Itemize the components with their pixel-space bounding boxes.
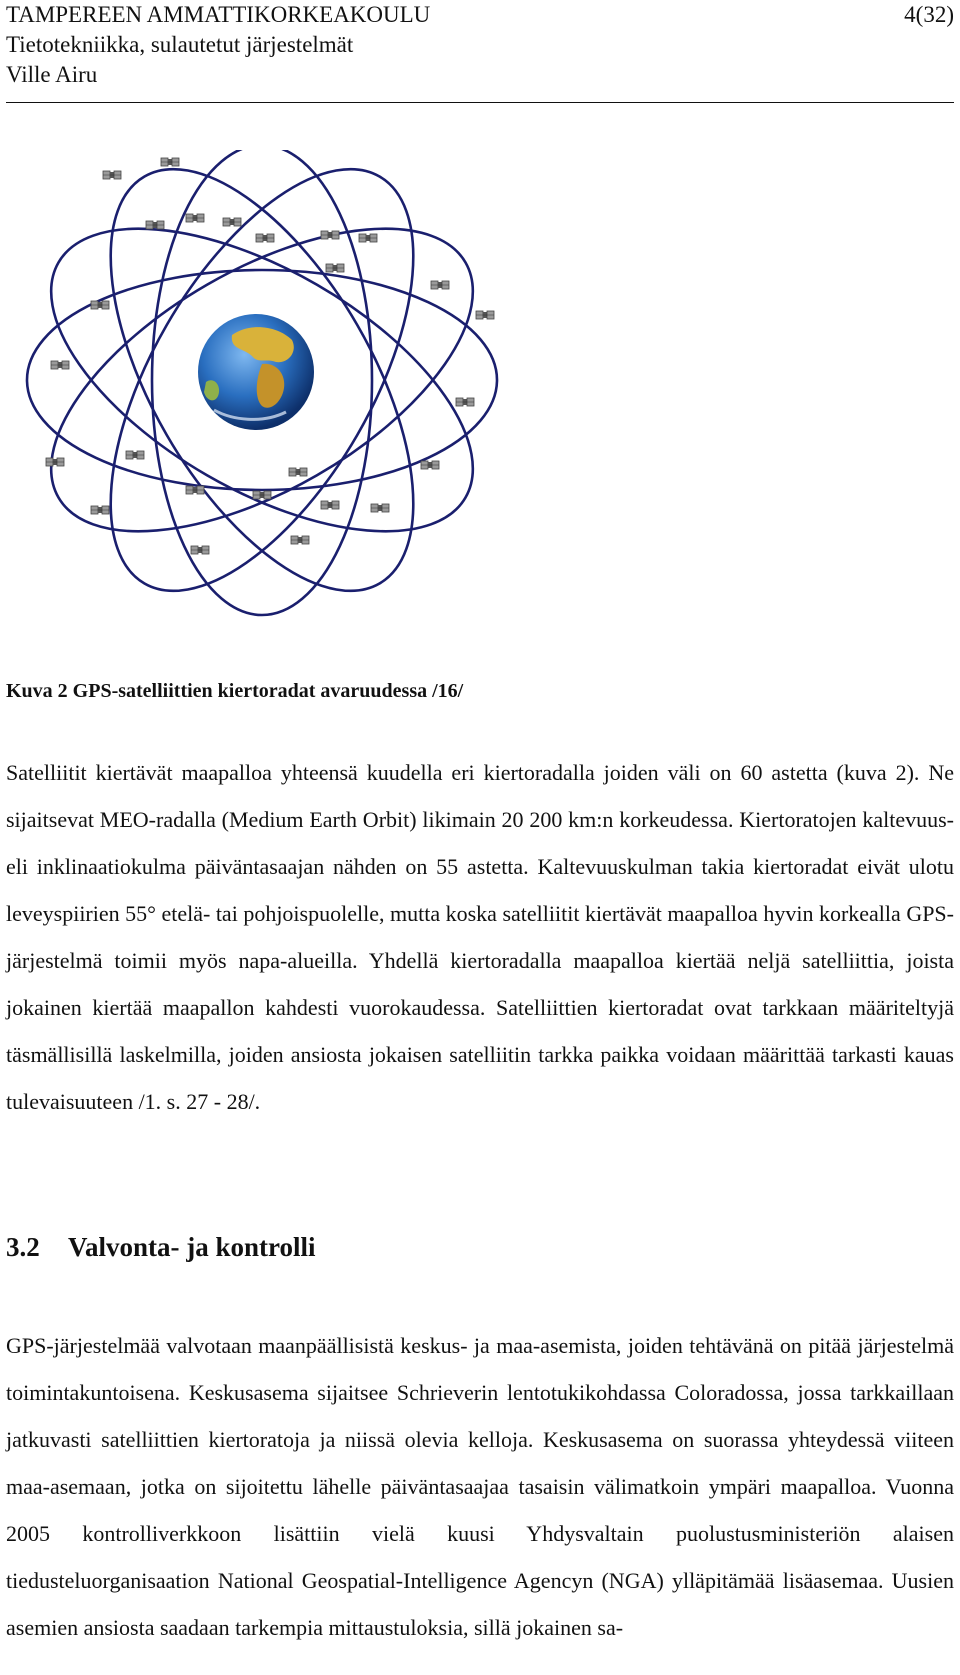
header-rule [6, 102, 954, 103]
author-name: Ville Airu [6, 62, 98, 87]
institution-name: TAMPEREEN AMMATTIKORKEAKOULU [6, 2, 431, 27]
section-heading [6, 1232, 316, 1263]
body-paragraph-1: Satelliitit kiertävät maapalloa yhteensä kuudella eri kiertoradalla joiden väli on 60 astetta (kuva 2). Ne sijaitsevat MEO-radalla (Medium Earth Orbit) likimain 20 200 km:n korkeudessa. Kiertoratojen kaltevuus- eli inklinaatiokulma päiväntasaajan nähden on 55 astetta. Kaltevuuskulman takia kiertoradat eivät ulotu leveyspiirien 55° etelä- tai pohjoispuolelle, mutta koska satelliitit kiertävät maapalloa hyvin korkealla GPS-järjestelmä toimii myös napa-alueilla. Yhdellä kiertoradalla maapalloa kiertää neljä satelliittia, joista jokainen kiertää maapallon kahdesti vuorokaudessa. Satelliittien kiertoradat ovat tarkkaan määriteltyjä täsmällisillä laskelmilla, joiden ansiosta jokaisen satelliitin tarkka paikka voidaan määrittää tarkasti kauas tulevaisuuteen /1. s. 27 - 28/. [6, 760, 954, 1114]
section-title: Valvonta- ja kontrolli [68, 1232, 316, 1262]
section-number: 3.2 [6, 1232, 40, 1262]
gps-orbit-figure [0, 150, 560, 655]
figure-caption: Kuva 2 GPS-satelliittien kiertoradat avaruudessa /16/ [6, 680, 464, 702]
gps-orbit-illustration [0, 150, 560, 655]
page-number: 4(32) [904, 2, 954, 27]
page-header [6, 0, 954, 90]
body-paragraph-2: GPS-järjestelmää valvotaan maanpäällisistä keskus- ja maa-asemista, joiden tehtävänä on pitää järjestelmä toimintakuntoisena. Keskusasema sijaitsee Schrieverin lentotukikohdassa Coloradossa, jossa tarkkaillaan jatkuvasti satelliittien kiertoratoja ja niissä olevia kelloja. Keskusasema on suorassa yhteydessä viiteen maa-asemaan, jotka on sijoitettu lähelle päiväntasaajaa tasaisin välimatkoin ympäri maapalloa. Vuonna 2005 kontrolliverkkoon lisättiin vielä kuusi Yhdysvaltain puolustusministeriön alaisen tiedusteluorganisaation National Geospatial-Intelligence Agencyn (NGA) ylläpitämää lisäasemaa. Uusien asemien ansiosta saadaan tarkempia mittaustuloksia, sillä jokainen sa- [6, 1333, 954, 1640]
department-name: Tietotekniikka, sulautetut järjestelmät [6, 32, 354, 57]
earth-globe [198, 314, 314, 430]
